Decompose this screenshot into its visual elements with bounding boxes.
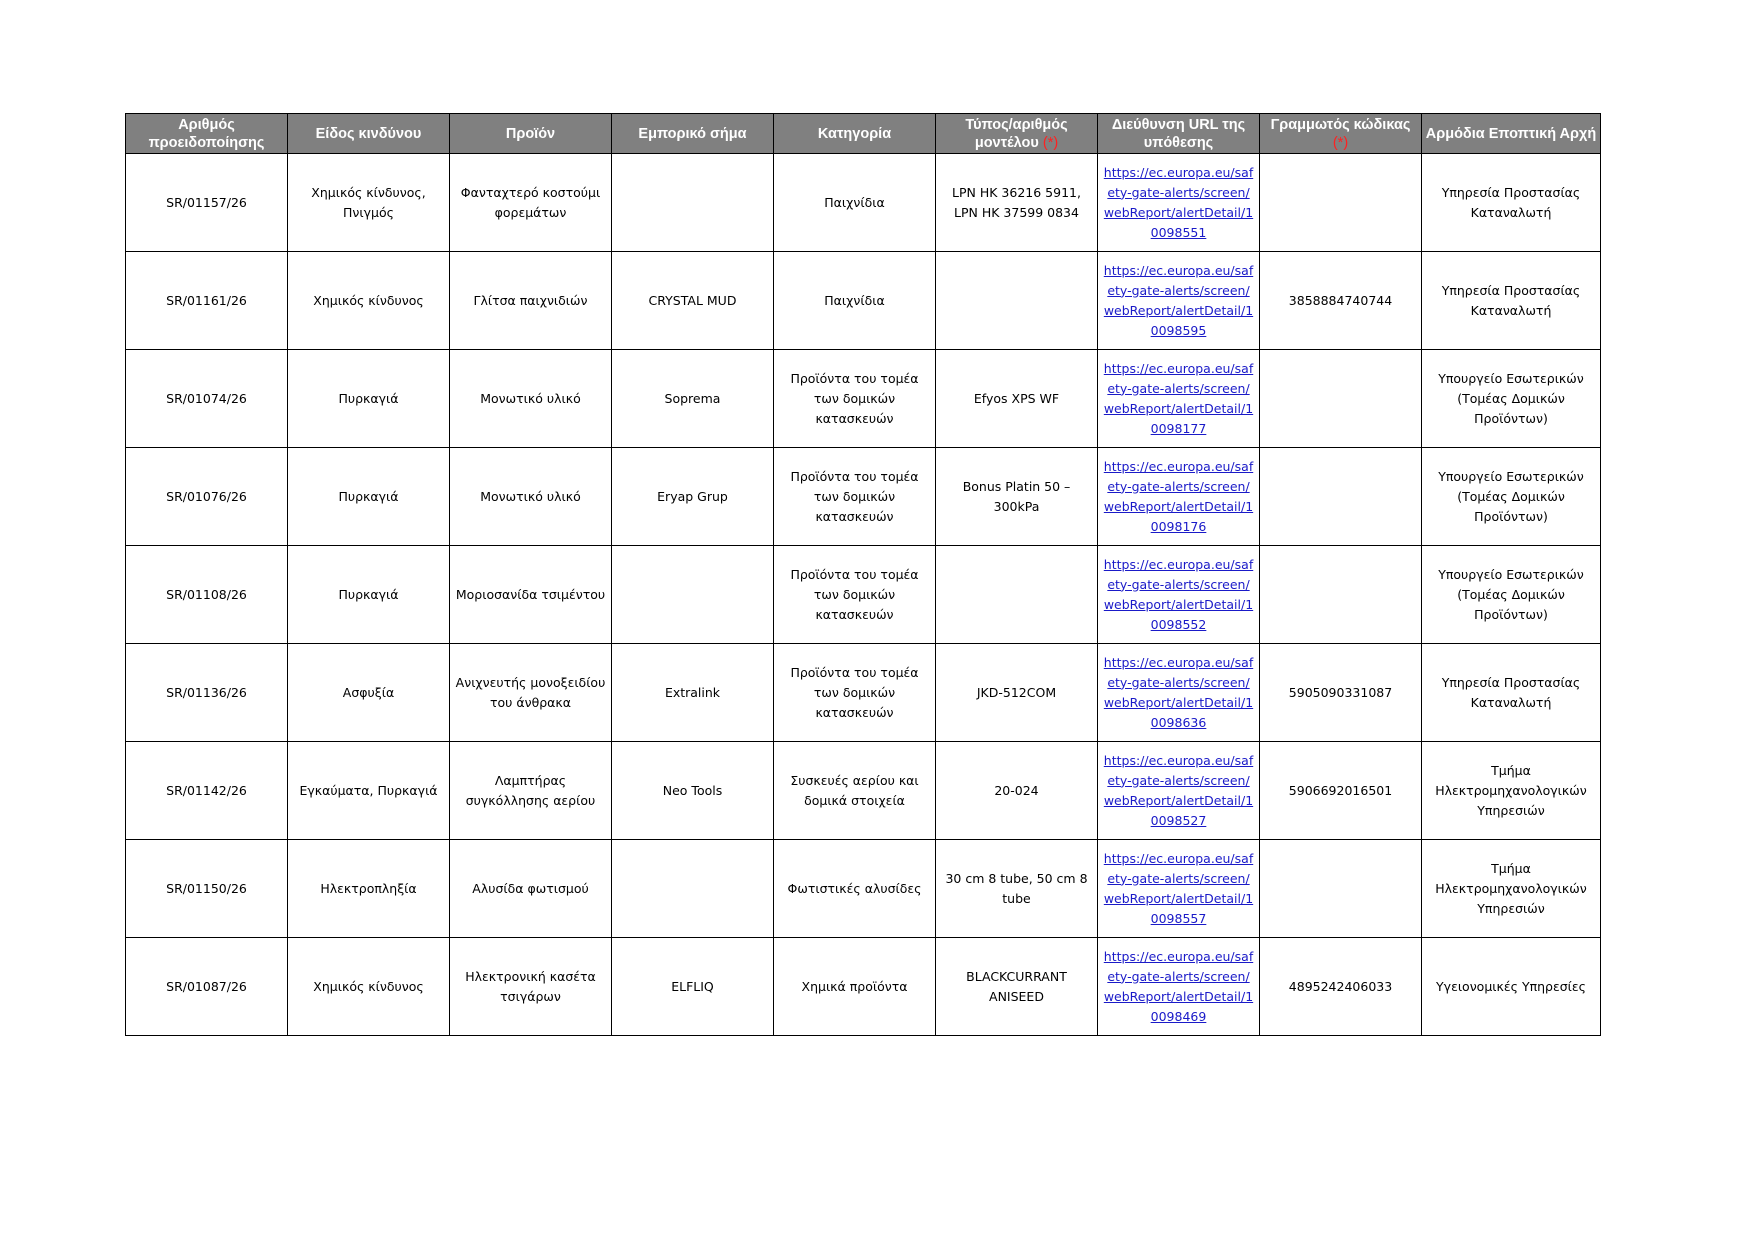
cell-brand: Eryap Grup	[612, 448, 774, 546]
cell-barcode	[1260, 154, 1422, 252]
cell-authority: Τμήμα Ηλεκτρομηχανολογικών Υπηρεσιών	[1422, 742, 1601, 840]
cell-category: Φωτιστικές αλυσίδες	[774, 840, 936, 938]
table-row	[126, 938, 1601, 1036]
cell-risk-type: Ασφυξία	[288, 644, 450, 742]
cell-risk-type: Πυρκαγιά	[288, 350, 450, 448]
cell-model: JKD-512COM	[936, 644, 1098, 742]
alert-url-link[interactable]: https://ec.europa.eu/safety-gate-alerts/screen/webReport/alertDetail/10098557	[1103, 850, 1254, 926]
table-row	[126, 154, 1601, 252]
cell-alert-number: SR/01157/26	[126, 154, 288, 252]
cell-product: Φανταχτερό κοστούμι φορεμάτων	[450, 154, 612, 252]
cell-brand: Neo Tools	[612, 742, 774, 840]
cell-risk-type: Χημικός κίνδυνος, Πνιγμός	[288, 154, 450, 252]
table-row	[126, 448, 1601, 546]
alert-url-link[interactable]: https://ec.europa.eu/safety-gate-alerts/screen/webReport/alertDetail/10098527	[1103, 752, 1254, 828]
cell-alert-number: SR/01150/26	[126, 840, 288, 938]
cell-product: Μονωτικό υλικό	[450, 448, 612, 546]
table-row	[126, 350, 1601, 448]
col-header-alert-number: Αριθμός προειδοποίησης	[126, 114, 288, 154]
alert-url-link[interactable]: https://ec.europa.eu/safety-gate-alerts/screen/webReport/alertDetail/10098552	[1103, 556, 1254, 632]
cell-barcode: 4895242406033	[1260, 938, 1422, 1036]
table-row	[126, 840, 1601, 938]
cell-url	[1098, 350, 1260, 448]
cell-risk-type: Χημικός κίνδυνος	[288, 252, 450, 350]
alert-url-link[interactable]: https://ec.europa.eu/safety-gate-alerts/screen/webReport/alertDetail/10098177	[1103, 360, 1254, 436]
cell-risk-type: Χημικός κίνδυνος	[288, 938, 450, 1036]
col-header-authority: Αρμόδια Εποπτική Αρχή	[1422, 114, 1601, 154]
cell-alert-number: SR/01074/26	[126, 350, 288, 448]
cell-url	[1098, 154, 1260, 252]
col-header-category: Κατηγορία	[774, 114, 936, 154]
alert-url-link[interactable]: https://ec.europa.eu/safety-gate-alerts/screen/webReport/alertDetail/10098636	[1103, 654, 1254, 730]
cell-category: Προϊόντα του τομέα των δομικών κατασκευών	[774, 350, 936, 448]
cell-alert-number: SR/01087/26	[126, 938, 288, 1036]
cell-category: Παιχνίδια	[774, 252, 936, 350]
cell-url	[1098, 252, 1260, 350]
col-header-brand: Εμπορικό σήμα	[612, 114, 774, 154]
cell-alert-number: SR/01142/26	[126, 742, 288, 840]
cell-product: Ανιχνευτής μονοξειδίου του άνθρακα	[450, 644, 612, 742]
cell-model	[936, 546, 1098, 644]
cell-barcode: 3858884740744	[1260, 252, 1422, 350]
cell-product: Γλίτσα παιχνιδιών	[450, 252, 612, 350]
table-row	[126, 252, 1601, 350]
cell-model: 30 cm 8 tube, 50 cm 8 tube	[936, 840, 1098, 938]
cell-risk-type: Ηλεκτροπληξία	[288, 840, 450, 938]
cell-risk-type: Πυρκαγιά	[288, 448, 450, 546]
cell-alert-number: SR/01136/26	[126, 644, 288, 742]
cell-model: BLACKCURRANT ANISEED	[936, 938, 1098, 1036]
cell-risk-type: Πυρκαγιά	[288, 546, 450, 644]
col-header-model: Τύπος/αριθμός μοντέλου (*)	[936, 114, 1098, 154]
cell-alert-number: SR/01076/26	[126, 448, 288, 546]
cell-product: Λαμπτήρας συγκόλλησης αερίου	[450, 742, 612, 840]
cell-category: Χημικά προϊόντα	[774, 938, 936, 1036]
cell-authority: Υπουργείο Εσωτερικών (Τομέας Δομικών Προϊόντων)	[1422, 546, 1601, 644]
cell-authority: Υπηρεσία Προστασίας Καταναλωτή	[1422, 252, 1601, 350]
cell-barcode	[1260, 840, 1422, 938]
cell-product: Αλυσίδα φωτισμού	[450, 840, 612, 938]
cell-barcode: 5905090331087	[1260, 644, 1422, 742]
cell-url	[1098, 742, 1260, 840]
cell-authority: Τμήμα Ηλεκτρομηχανολογικών Υπηρεσιών	[1422, 840, 1601, 938]
cell-url	[1098, 644, 1260, 742]
cell-url	[1098, 840, 1260, 938]
cell-url	[1098, 546, 1260, 644]
cell-risk-type: Εγκαύματα, Πυρκαγιά	[288, 742, 450, 840]
cell-brand: Extralink	[612, 644, 774, 742]
cell-category: Συσκευές αερίου και δομικά στοιχεία	[774, 742, 936, 840]
cell-alert-number: SR/01108/26	[126, 546, 288, 644]
cell-url	[1098, 938, 1260, 1036]
cell-category: Παιχνίδια	[774, 154, 936, 252]
cell-authority: Υπηρεσία Προστασίας Καταναλωτή	[1422, 154, 1601, 252]
col-header-product: Προϊόν	[450, 114, 612, 154]
alerts-table	[125, 113, 1601, 1036]
table-header-row	[126, 114, 1601, 154]
cell-brand	[612, 154, 774, 252]
alert-url-link[interactable]: https://ec.europa.eu/safety-gate-alerts/screen/webReport/alertDetail/10098551	[1103, 164, 1254, 240]
cell-model: Bonus Platin 50 – 300kPa	[936, 448, 1098, 546]
alert-url-link[interactable]: https://ec.europa.eu/safety-gate-alerts/screen/webReport/alertDetail/10098595	[1103, 262, 1254, 338]
cell-category: Προϊόντα του τομέα των δομικών κατασκευών	[774, 644, 936, 742]
cell-barcode	[1260, 350, 1422, 448]
cell-authority: Υπηρεσία Προστασίας Καταναλωτή	[1422, 644, 1601, 742]
cell-brand	[612, 840, 774, 938]
cell-brand: ELFLIQ	[612, 938, 774, 1036]
table-row	[126, 546, 1601, 644]
cell-authority: Υγειονομικές Υπηρεσίες	[1422, 938, 1601, 1036]
cell-brand: CRYSTAL MUD	[612, 252, 774, 350]
table-row	[126, 742, 1601, 840]
table-row	[126, 644, 1601, 742]
alert-url-link[interactable]: https://ec.europa.eu/safety-gate-alerts/screen/webReport/alertDetail/10098176	[1103, 458, 1254, 534]
cell-alert-number: SR/01161/26	[126, 252, 288, 350]
cell-model: 20-024	[936, 742, 1098, 840]
cell-category: Προϊόντα του τομέα των δομικών κατασκευών	[774, 546, 936, 644]
cell-brand: Soprema	[612, 350, 774, 448]
cell-barcode	[1260, 448, 1422, 546]
cell-authority: Υπουργείο Εσωτερικών (Τομέας Δομικών Προϊόντων)	[1422, 448, 1601, 546]
cell-url	[1098, 448, 1260, 546]
cell-product: Μονωτικό υλικό	[450, 350, 612, 448]
cell-barcode	[1260, 546, 1422, 644]
cell-model: Efyos XPS WF	[936, 350, 1098, 448]
col-header-risk-type: Είδος κινδύνου	[288, 114, 450, 154]
col-header-barcode: Γραμμωτός κώδικας (*)	[1260, 114, 1422, 154]
alert-url-link[interactable]: https://ec.europa.eu/safety-gate-alerts/screen/webReport/alertDetail/10098469	[1103, 948, 1254, 1024]
cell-barcode: 5906692016501	[1260, 742, 1422, 840]
cell-authority: Υπουργείο Εσωτερικών (Τομέας Δομικών Προϊόντων)	[1422, 350, 1601, 448]
cell-brand	[612, 546, 774, 644]
cell-model	[936, 252, 1098, 350]
cell-category: Προϊόντα του τομέα των δομικών κατασκευών	[774, 448, 936, 546]
col-header-url: Διεύθυνση URL της υπόθεσης	[1098, 114, 1260, 154]
cell-product: Μοριοσανίδα τσιμέντου	[450, 546, 612, 644]
cell-product: Ηλεκτρονική κασέτα τσιγάρων	[450, 938, 612, 1036]
cell-model: LPN HK 36216 5911, LPN HK 37599 0834	[936, 154, 1098, 252]
